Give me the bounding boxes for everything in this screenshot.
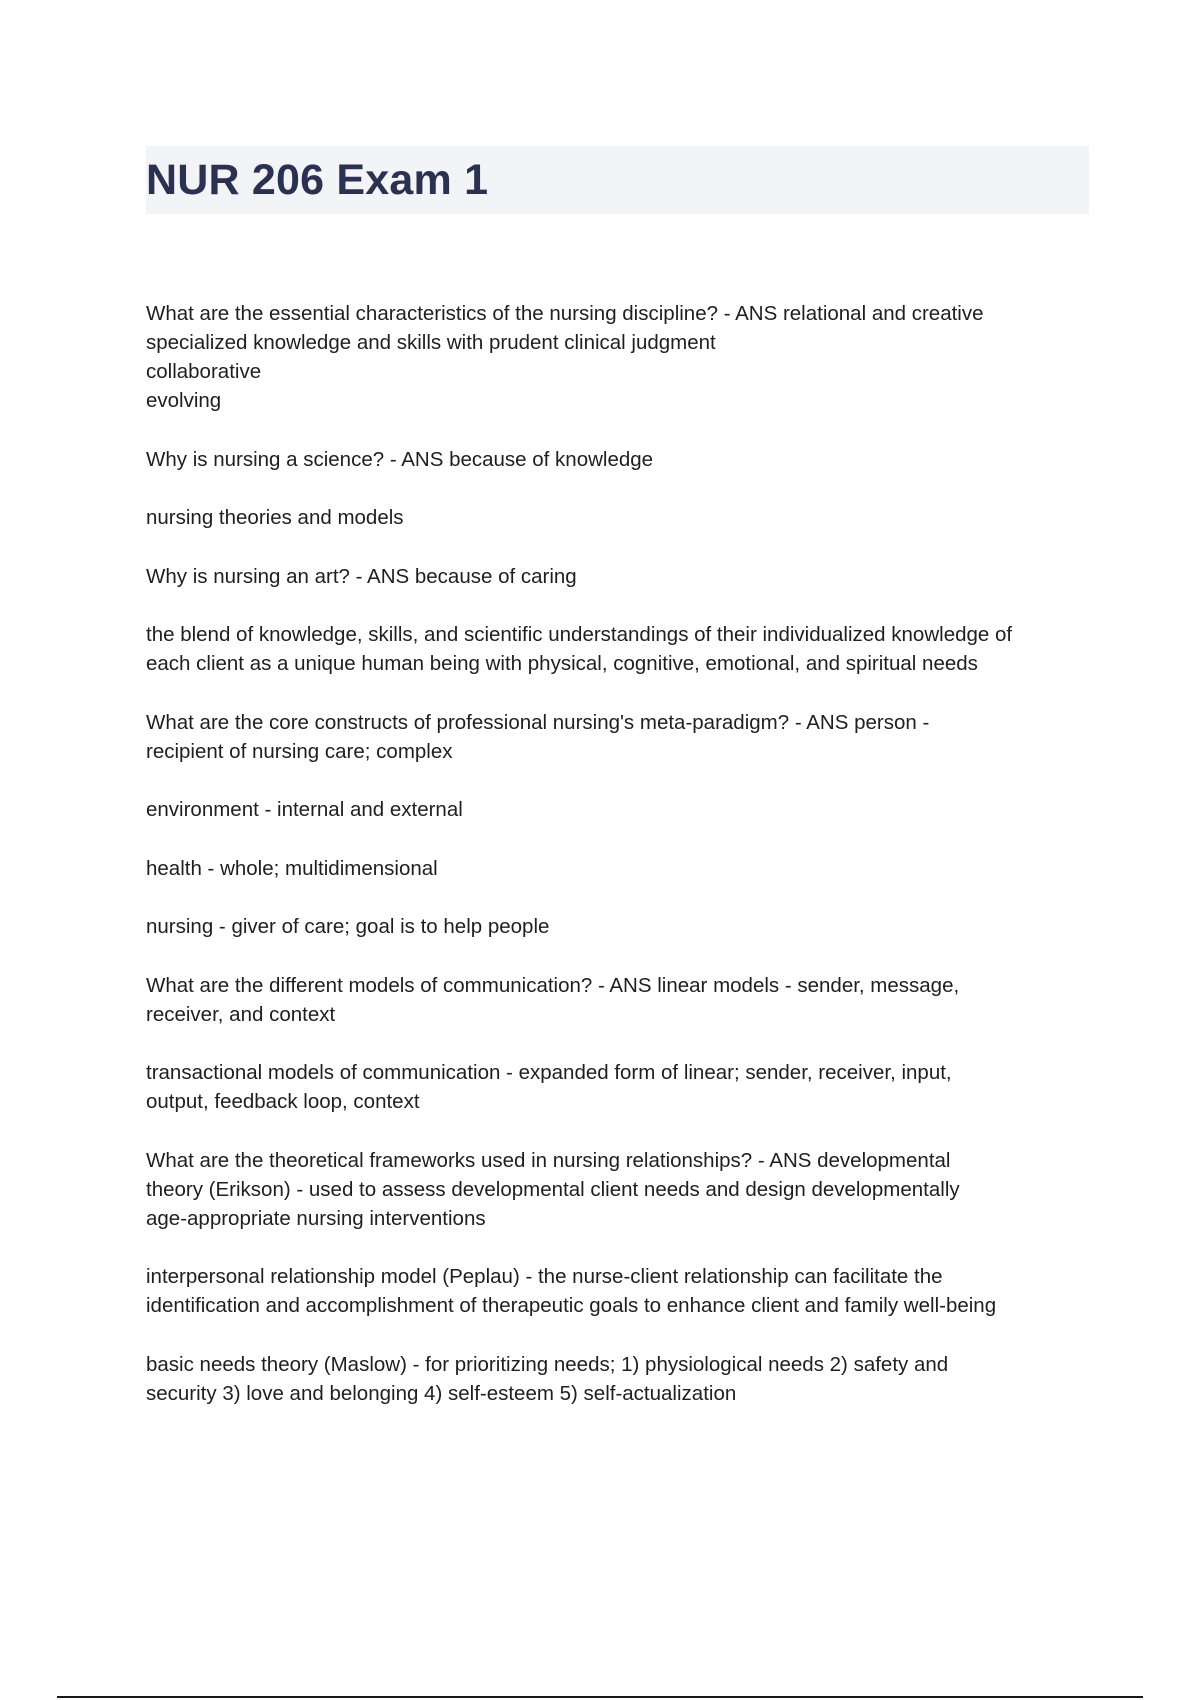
paragraph-maslow: basic needs theory (Maslow) - for prioritizing needs; 1) physiological needs 2) safety and security 3) love and belonging 4) self-esteem 5) self-actualization — [146, 1352, 949, 1405]
paragraph-communication-models: What are the different models of communication? - ANS linear models - sender, message, receiver, and context — [146, 973, 960, 1026]
footer-divider — [57, 1696, 1143, 1698]
paragraph-essential-characteristics: What are the essential characteristics of the nursing discipline? - ANS relational and creative specialized knowledge and skills with prudent clinical judgment collaborative evolving — [146, 302, 984, 412]
paragraph-peplau: interpersonal relationship model (Peplau) - the nurse-client relationship can facilitate the identification and accomplishment of therapeutic goals to enhance client and family well-being — [146, 1265, 997, 1317]
paragraph-theories-models: nursing theories and models — [146, 506, 404, 529]
paragraph-nursing-science: Why is nursing a science? - ANS because of knowledge — [146, 447, 654, 471]
paragraph-meta-paradigm: What are the core constructs of professional nursing's meta-paradigm? - ANS person - recipient of nursing care; complex — [146, 710, 930, 763]
paragraph-environment: environment - internal and external — [146, 798, 463, 821]
paragraph-nursing-giver: nursing - giver of care; goal is to help people — [146, 915, 550, 938]
document-body — [146, 299, 1106, 1437]
paragraph-transactional-models: transactional models of communication - expanded form of linear; sender, receiver, input, output, feedback loop, context — [146, 1061, 952, 1113]
page-title: NUR 206 Exam 1 — [146, 156, 489, 204]
paragraph-theoretical-frameworks: What are the theoretical frameworks used in nursing relationships? - ANS developmental theory (Erikson) - used to assess developmental client needs and design developmentally age-appropriate nursing interventions — [146, 1148, 960, 1230]
paragraph-nursing-art: Why is nursing an art? - ANS because of caring — [146, 564, 577, 588]
paragraph-blend-knowledge: the blend of knowledge, skills, and scientific understandings of their individualized knowledge of each client as a unique human being with physical, cognitive, emotional, and spiritual needs — [146, 623, 1013, 675]
paragraph-health: health - whole; multidimensional — [146, 856, 438, 880]
